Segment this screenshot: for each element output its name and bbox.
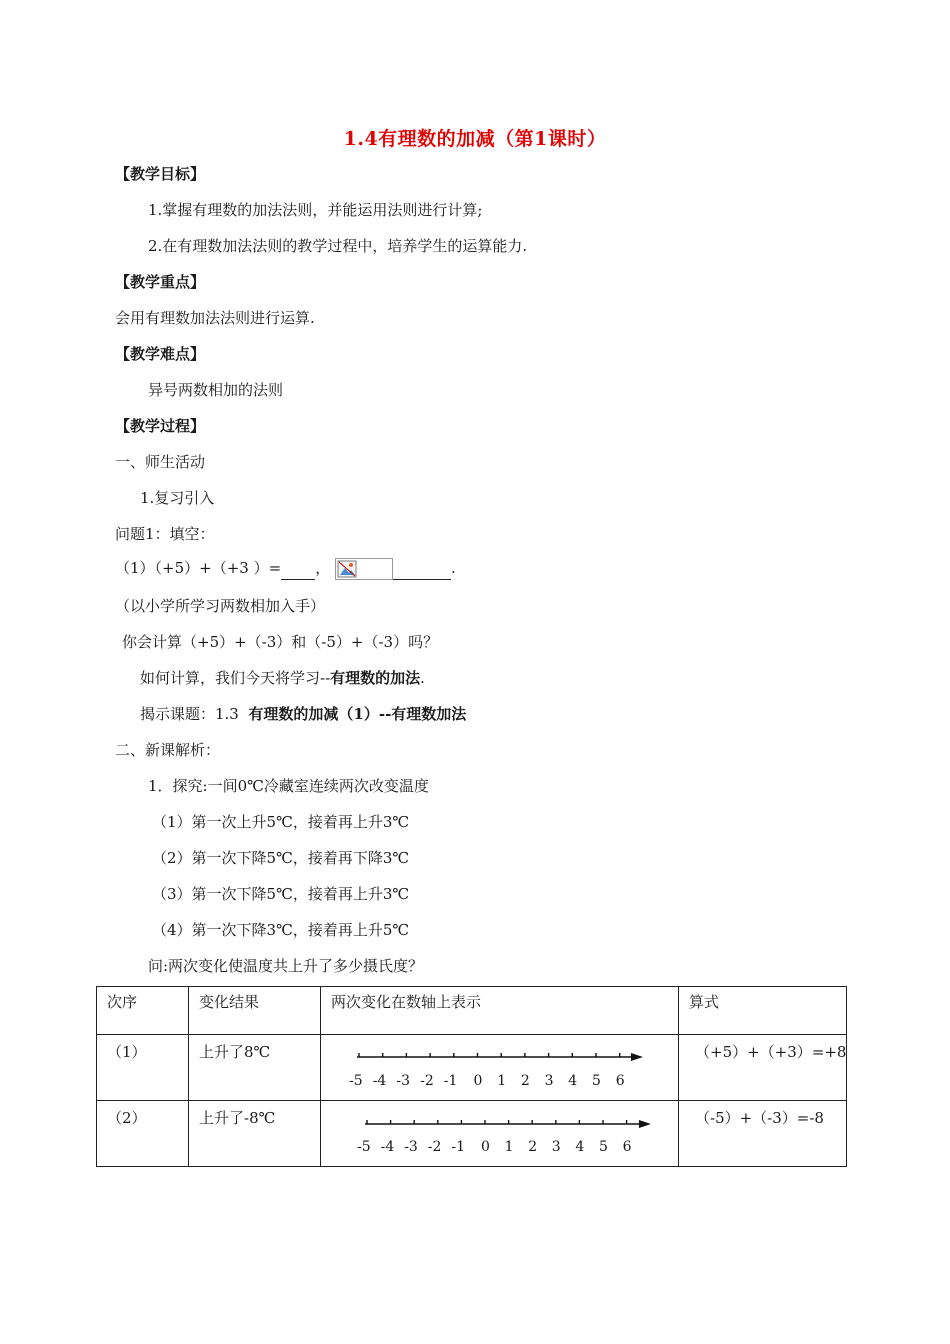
how-line: [140, 668, 425, 688]
goals-header: 【教学目标】: [115, 165, 206, 183]
axis-tick-label: 0: [473, 1073, 483, 1089]
how-bold: 有理数的加法: [330, 669, 421, 687]
table-header-cell: 变化结果: [189, 987, 321, 1035]
axis-tick-label: 3: [551, 1139, 561, 1155]
axis-tick-label: 4: [575, 1139, 585, 1155]
axis-tick-label: 6: [615, 1073, 625, 1089]
axis-tick-label: 0: [481, 1139, 490, 1155]
formula-cell: （-5）+（-3）=-8: [679, 1101, 847, 1167]
axis-tick-label: -4: [372, 1073, 387, 1089]
axis-tick-label: 1: [504, 1139, 514, 1155]
process-header: 【教学过程】: [115, 417, 206, 435]
table-row: [97, 1101, 847, 1167]
fill-prefix: （1）（+5）+（+3 ）=: [115, 559, 282, 577]
axis-arrow: [639, 1120, 651, 1128]
case-2: （2）第一次下降5℃，接着再下降3℃: [152, 849, 410, 867]
number-line-1: [321, 1035, 678, 1101]
how-end: .: [420, 669, 425, 687]
reveal-line: [140, 704, 466, 724]
axis-tick-label: -4: [380, 1139, 395, 1155]
axis-tick-label: -2: [427, 1139, 442, 1155]
difficult-header: 【教学难点】: [115, 345, 206, 363]
reveal-prefix: 揭示课题：1.3: [140, 705, 244, 723]
goal-1: 1.掌握有理数的加法法则，并能运用法则进行计算;: [148, 201, 483, 219]
result-cell: 上升了-8℃: [189, 1101, 321, 1167]
axis-tick-label: -5: [349, 1073, 363, 1089]
answer-blank-1: [281, 563, 315, 580]
table-header-row: [97, 987, 847, 1035]
formula-cell: （+5）+（+3）=+8: [679, 1035, 847, 1101]
broken-image-icon: [335, 558, 393, 580]
axis-tick-label: -2: [420, 1073, 434, 1089]
axis-tick-label: -5: [357, 1139, 371, 1155]
ask-text: 你会计算（+5）+（-3）和（-5）+（-3）吗？: [122, 633, 439, 651]
reveal-bold: 有理数的加减（1）--有理数加法: [248, 705, 467, 723]
axis-arrow: [631, 1053, 643, 1061]
number-line-2: [321, 1101, 678, 1167]
case-1: （1）第一次上升5℃，接着再上升3℃: [152, 813, 410, 831]
how-prefix: 如何计算，我们今天将学习--: [140, 669, 331, 687]
goal-2: 2.在有理数加法法则的教学过程中，培养学生的运算能力.: [148, 237, 528, 255]
question-text: 问:两次变化使温度共上升了多少摄氏度？: [148, 957, 424, 975]
axis-tick-label: 5: [592, 1073, 601, 1089]
question-1: 问题1：填空：: [115, 525, 215, 543]
axis-tick-label: -1: [443, 1073, 458, 1089]
key-text: 会用有理数加法法则进行运算.: [115, 309, 315, 327]
axis-tick-label: -3: [404, 1139, 418, 1155]
axis-tick-label: -3: [396, 1073, 411, 1089]
page-title: 1.4有理数的加减（第1课时）: [343, 128, 607, 150]
part2-heading: 二、新课解析：: [115, 741, 221, 759]
data-table: [96, 986, 847, 1167]
table-row: [97, 1035, 847, 1101]
difficult-text: 异号两数相加的法则: [148, 381, 284, 399]
fill-end: .: [450, 559, 456, 577]
case-4: （4）第一次下降3℃，接着再上升5℃: [152, 921, 410, 939]
part1-heading: 一、师生活动: [115, 453, 206, 471]
answer-blank-2: [393, 563, 451, 580]
hint-text: （以小学所学习两数相加入手）: [115, 597, 326, 615]
table-header-cell: 算式: [679, 987, 847, 1035]
result-cell: 上升了8℃: [189, 1035, 321, 1101]
axis-tick-label: 4: [568, 1073, 578, 1089]
number-line-cell: [321, 1101, 679, 1167]
order-cell: （2）: [97, 1101, 189, 1167]
axis-tick-label: -1: [451, 1139, 466, 1155]
key-header: 【教学重点】: [115, 273, 206, 291]
case-3: （3）第一次下降5℃，接着再上升3℃: [152, 885, 410, 903]
axis-tick-label: 5: [599, 1139, 608, 1155]
table-header-cell: 次序: [97, 987, 189, 1035]
axis-tick-label: 3: [544, 1073, 554, 1089]
review-heading: 1.复习引入: [140, 489, 215, 507]
axis-tick-label: 2: [528, 1139, 538, 1155]
axis-tick-label: 2: [520, 1073, 530, 1089]
fill-comma: ，: [315, 559, 331, 577]
order-cell: （1）: [97, 1035, 189, 1101]
table-header-cell: 两次变化在数轴上表示: [321, 987, 679, 1035]
fill-blank-line: [115, 558, 456, 580]
axis-tick-label: 1: [497, 1073, 507, 1089]
number-line-cell: [321, 1035, 679, 1101]
explore-text: 1．探究:一间0℃冷藏室连续两次改变温度: [148, 777, 429, 795]
axis-tick-label: 6: [622, 1139, 632, 1155]
